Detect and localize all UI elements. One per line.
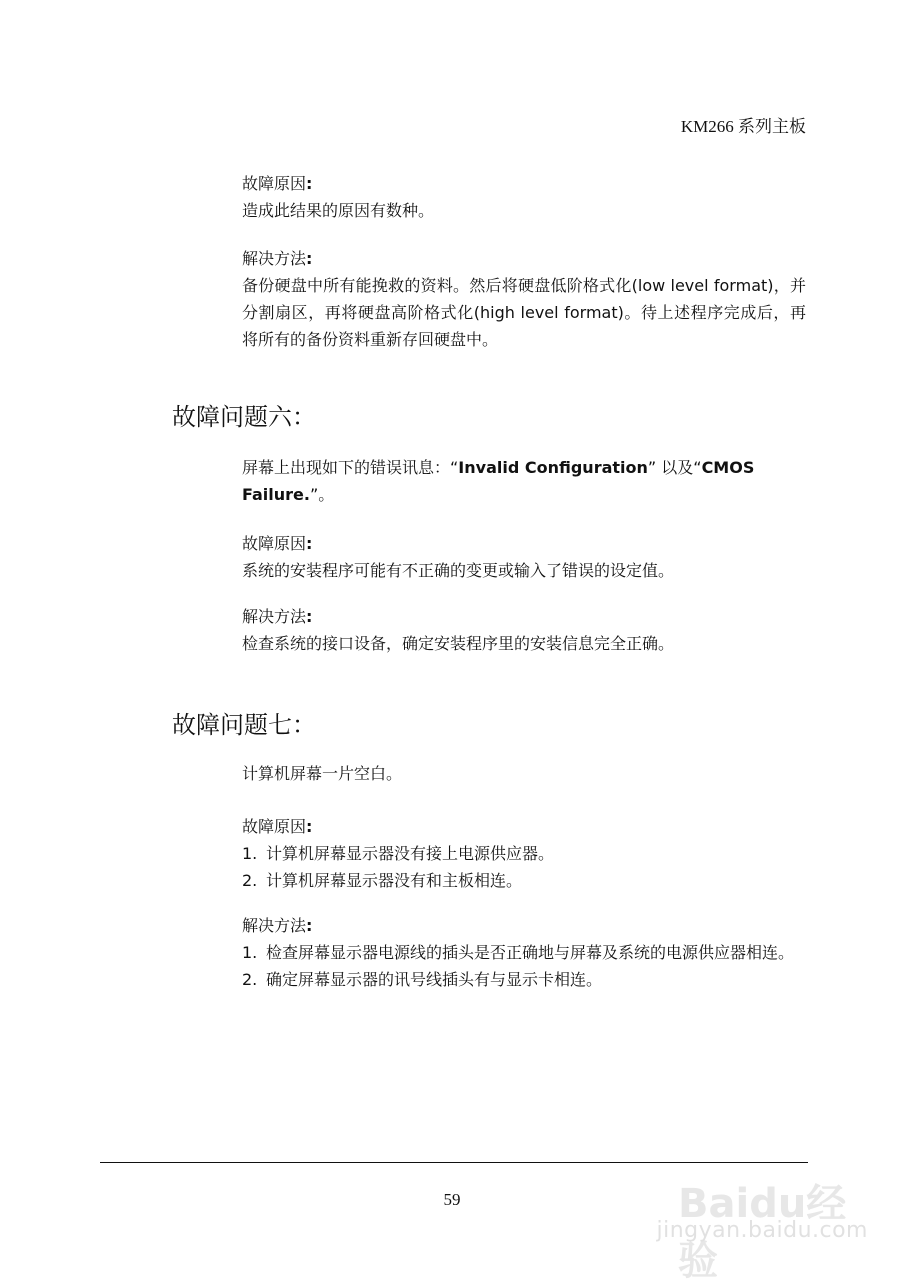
- cause-label: 故障原因:: [242, 817, 313, 836]
- symptom-prefix: 屏幕上出现如下的错误讯息：“: [242, 458, 459, 477]
- error-message-2: CMOS Failure.: [242, 458, 755, 504]
- cause-label: 故障原因:: [242, 174, 313, 193]
- fix-text: 备份硬盘中所有能挽救的资料。然后将硬盘低阶格式化(low level format)，并分割扇区，再将硬盘高阶格式化(high level format)。待上述程序完成后，再将所有的备份资料重新存回硬盘中。: [242, 276, 806, 349]
- problem7-cause-block: [242, 813, 806, 894]
- prev-fix-block: [242, 245, 806, 353]
- prev-cause-block: [242, 170, 806, 224]
- baidu-paw-logo-icon: Baidu经验: [678, 1181, 847, 1284]
- fix-label: 解决方法:: [242, 607, 313, 626]
- list-item: 1. 检查屏幕显示器电源线的插头是否正确地与屏幕及系统的电源供应器相连。: [242, 943, 795, 962]
- page-header: KM266 系列主板: [680, 117, 806, 136]
- symptom-suffix: ”。: [309, 485, 335, 504]
- problem6-symptom: [242, 454, 806, 508]
- cause-text: 造成此结果的原因有数种。: [242, 201, 435, 220]
- list-item: 2. 确定屏幕显示器的讯号线插头有与显示卡相连。: [242, 970, 603, 989]
- symptom-mid: ” 以及“: [647, 458, 702, 477]
- problem6-title: 故障问题六：: [172, 403, 316, 431]
- fix-label: 解决方法:: [242, 916, 313, 935]
- page-number: 59: [443, 1190, 461, 1209]
- symptom-text: 计算机屏幕一片空白。: [242, 764, 403, 783]
- watermark: [656, 1150, 878, 1284]
- list-item: 2. 计算机屏幕显示器没有和主板相连。: [242, 871, 523, 890]
- list-item: 1. 计算机屏幕显示器没有接上电源供应器。: [242, 844, 555, 863]
- cause-text: 系统的安装程序可能有不正确的变更或输入了错误的设定值。: [242, 561, 675, 580]
- error-message-1: Invalid Configuration: [458, 458, 648, 477]
- problem7-symptom: [242, 760, 806, 787]
- fix-label: 解决方法:: [242, 249, 313, 268]
- problem7-fix-block: [242, 912, 806, 993]
- watermark-url: jingyan.baidu.com: [656, 1218, 868, 1243]
- cause-list: [242, 840, 806, 894]
- fix-text: 检查系统的接口设备，确定安装程序里的安装信息完全正确。: [242, 634, 675, 653]
- fix-list: [242, 939, 806, 993]
- problem6-fix-block: [242, 603, 806, 657]
- cause-label: 故障原因:: [242, 534, 313, 553]
- problem7-title: 故障问题七：: [172, 711, 316, 739]
- problem6-cause-block: [242, 530, 806, 584]
